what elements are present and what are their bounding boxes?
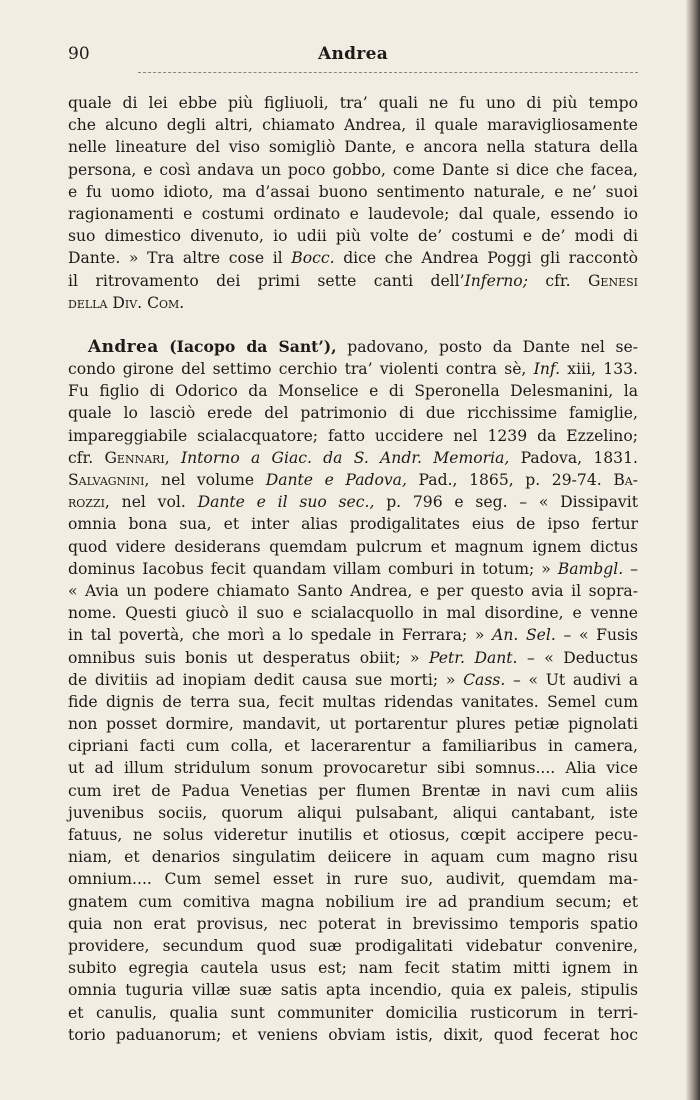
text-line [68, 1024, 638, 1046]
line-text: juvenibus sociis, quorum aliqui pulsabant, aliqui cantabant, iste [68, 803, 638, 822]
line-text: omnia bona sua, et inter alias prodigalitates eius de ipso fertur [68, 515, 638, 534]
text-line [68, 225, 638, 247]
text-line [68, 159, 638, 181]
text-line [68, 669, 638, 691]
text-line [68, 92, 638, 114]
entry-line-text: padovano, posto da Dante nel se- [336, 337, 638, 356]
line-text: – « Ut audivi a [505, 670, 638, 689]
line-text: quod videre desiderans quemdam pulcrum et magnum ignem dictus [68, 537, 638, 556]
line-text: Padova, 1831. [509, 448, 638, 467]
entry-headword: Andrea [88, 336, 159, 357]
text-line [68, 247, 638, 269]
italic-text: Bocc. [291, 249, 335, 268]
text-line [68, 713, 638, 735]
text-line [68, 380, 638, 402]
text-line [68, 336, 638, 358]
text-line [68, 491, 638, 513]
italic-text: Bambgl. [557, 559, 624, 578]
line-text: persona, e così andava un poco gobbo, come Dante si dice che facea, [68, 160, 638, 179]
line-text: omnibus suis bonis ut desperatus obiit; » [68, 648, 430, 667]
italic-text: An. Sel. [492, 626, 556, 645]
line-text: quale lo lasciò erede del patrimonio di due ricchissime famiglie, [68, 404, 638, 423]
line-text: non posset dormire, mandavit, ut portarentur plures petiæ pignolati [68, 715, 638, 734]
line-text: condo girone del settimo cerchio tra’ violenti contra sè, [68, 360, 534, 379]
line-text: subito egregia cautela usus est; nam fecit statim mitti ignem in [68, 959, 638, 978]
line-text: « Avia un podere chiamato Santo Andrea, e per questo avia il sopra- [68, 581, 638, 600]
text-line [68, 846, 638, 868]
text-line [68, 647, 638, 669]
text-line [68, 868, 638, 890]
text-line [68, 824, 638, 846]
text-line [68, 757, 638, 779]
line-text: dice che Andrea Poggi gli raccontò [334, 249, 638, 268]
line-text: et canulis, qualia sunt communiter domicilia rusticorum in terri- [68, 1003, 638, 1022]
line-text: in tal povertà, che morì a lo spedale in Ferrara; » [68, 626, 493, 645]
line-text: cum iret de Padua Venetias per flumen Brentæ in navi cum aliis [68, 781, 638, 800]
text-line [68, 136, 638, 158]
text-line [68, 780, 638, 802]
text-line [68, 203, 638, 225]
text-line [68, 735, 638, 757]
paragraph-gap [68, 314, 638, 336]
line-text: ragionamenti e costumi ordinato e laudevole; dal quale, essendo io [68, 204, 638, 223]
line-text: xiii, 133. [560, 360, 638, 379]
small-caps-text: della Div. Com. [68, 293, 185, 312]
italic-text: Petr. Dant. [429, 648, 518, 667]
line-text: nel volume [149, 471, 266, 489]
text-line [68, 957, 638, 979]
text-line [68, 580, 638, 602]
text-line [68, 891, 638, 913]
line-text: impareggiabile scialacquatore; fatto uccidere nel 1239 da Ezzelino; [68, 426, 638, 445]
page-number: 90 [68, 44, 90, 64]
paragraph-previous-entry [68, 92, 638, 314]
line-text: providere, secundum quod suæ prodigalitati videbatur convenire, [68, 936, 638, 955]
text-line [68, 558, 638, 580]
text-line [68, 602, 638, 624]
line-text: che alcuno degli altri, chiamato Andrea, il quale maravigliosamente [68, 116, 638, 135]
text-line [68, 447, 638, 469]
line-text: omnia tuguria villæ suæ satis apta incendio, quia ex paleis, stipulis [68, 981, 638, 1000]
line-text: fide dignis de terra sua, fecit multas ridendas vanitates. Semel cum [68, 692, 638, 711]
line-text: omnium.... Cum semel esset in rure suo, audivit, quemdam ma- [68, 870, 638, 889]
line-text: ut ad illum stridulum sonum provocaretur sibi somnus.... Alia vice [68, 759, 638, 778]
line-text: quale di lei ebbe più figliuoli, tra’ quali ne fu uno di più tempo [68, 94, 638, 112]
small-caps-text: Genesi [587, 271, 638, 290]
text-line [68, 1002, 638, 1024]
line-text: de divitiis ad inopiam dedit causa sue morti; » [68, 670, 464, 689]
text-line [68, 536, 638, 558]
small-caps-text: Gennari, [104, 448, 170, 467]
line-text: – [623, 559, 638, 578]
line-text: torio paduanorum; et veniens obviam istis, dixit, quod fecerat hoc [68, 1025, 638, 1044]
text-line [68, 979, 638, 1001]
entry-subtitle: (Iacopo da Sant’), [169, 336, 337, 356]
text-line [68, 469, 638, 491]
text-line [68, 624, 638, 646]
italic-text: Cass. [463, 670, 506, 689]
line-text: nelle lineature del viso somigliò Dante, e ancora nella statura della [68, 138, 638, 157]
line-text: quia non erat provisus, nec poterat in brevissimo temporis spatio [68, 914, 638, 933]
page-edge-shadow [686, 0, 700, 1100]
italic-text: Dante e il suo sec., [197, 493, 375, 512]
text-line [68, 270, 638, 292]
text-line [68, 292, 638, 314]
line-text: nel vol. [109, 493, 198, 512]
line-text: e fu uomo idioto, ma d’assai buono sentimento naturale, e ne’ suoi [68, 182, 638, 201]
line-text: gnatem cum comitiva magna nobilium ire ad prandium secum; et [68, 892, 638, 911]
text-line [68, 513, 638, 535]
text-line [68, 181, 638, 203]
line-text: cfr. [68, 448, 105, 467]
line-text: Pad., 1865, p. 29-74. [406, 471, 614, 489]
italic-text: Inf. [533, 360, 561, 379]
text-line [68, 358, 638, 380]
header-rule [138, 72, 638, 73]
page-header [68, 44, 638, 74]
line-text: – « Deductus [517, 648, 638, 667]
paragraph-entry-andrea-iacopo [68, 336, 638, 1046]
line-text: il ritrovamento dei primi sette canti dell’ [68, 271, 465, 290]
line-text: niam, et denarios singulatim deiicere in aquam cum magno risu [68, 848, 638, 867]
line-text: fatuus, ne solus videretur inutilis et otiosus, cœpit accipere pecu- [68, 826, 638, 844]
italic-text: Dante e Padova, [265, 471, 407, 489]
small-caps-text: Salvagnini, [68, 471, 150, 489]
italic-text: Inferno; [464, 271, 528, 290]
text-line [68, 691, 638, 713]
small-caps-text: rozzi, [68, 493, 110, 512]
text-line [68, 114, 638, 136]
italic-text: Intorno a Giac. da S. Andr. Memoria, [169, 448, 510, 467]
line-text: cfr. [527, 271, 588, 290]
small-caps-text: Ba- [613, 471, 638, 489]
line-text: cipriani facti cum colla, et lacerarentur a familiaribus in camera, [68, 737, 638, 756]
text-line [68, 913, 638, 935]
line-text: nome. Questi giucò il suo e scialacquollo in mal disordine, e venne [68, 604, 638, 623]
text-line [68, 935, 638, 957]
line-text: Dante. » Tra altre cose il [68, 249, 292, 268]
line-text: suo dimestico divenuto, io udii più volte de’ costumi e de’ modi di [68, 227, 638, 246]
text-line [68, 402, 638, 424]
line-text: Fu figlio di Odorico da Monselice e di Speronella Delesmanini, la [68, 382, 638, 401]
line-text: dominus Iacobus fecit quandam villam comburi in totum; » [68, 559, 558, 578]
text-line [68, 802, 638, 824]
line-text: – « Fusis [555, 626, 638, 645]
running-head: Andrea [317, 44, 389, 64]
line-text: p. 796 e seg. – « Dissipavit [374, 493, 638, 512]
body-text [68, 92, 638, 1046]
text-line [68, 425, 638, 447]
